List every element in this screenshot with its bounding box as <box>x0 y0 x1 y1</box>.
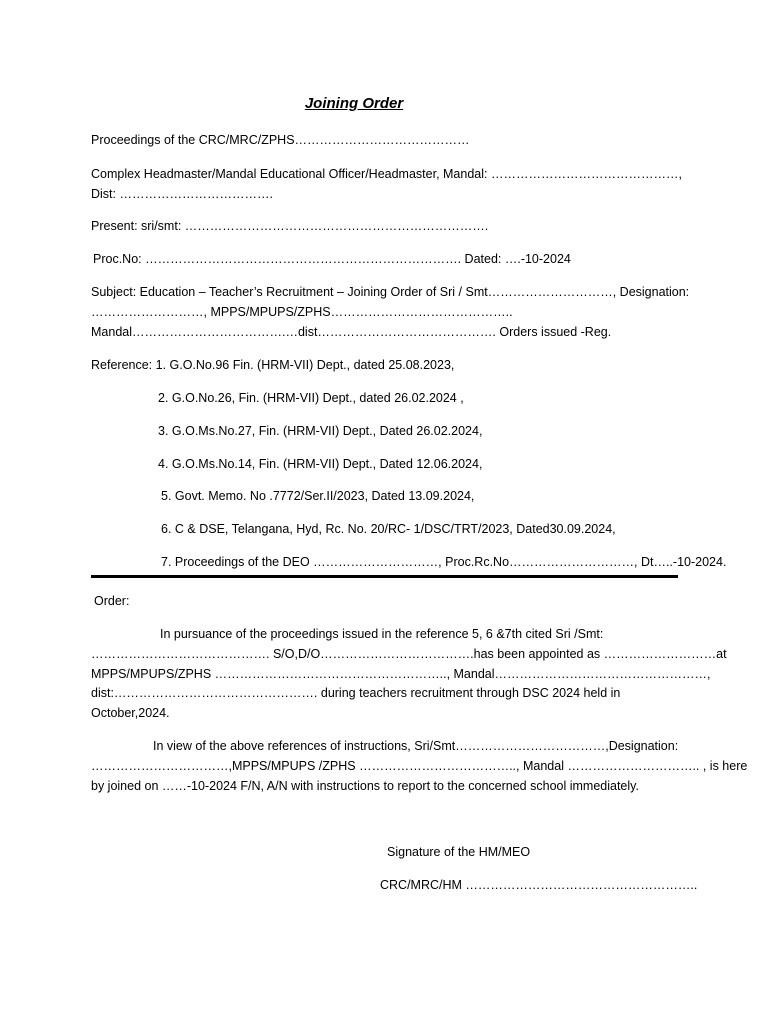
signature-title: Signature of the HM/MEO <box>387 845 531 859</box>
order-paragraph-1-line: In pursuance of the proceedings issued in the reference 5, 6 &7th cited Sri /Smt: <box>160 627 604 641</box>
present-line: Present: sri/smt: ………………………………………………………………. <box>91 219 489 233</box>
dist-line: Dist: ………………………………. <box>91 187 273 201</box>
reference-item: 4. G.O.Ms.No.14, Fin. (HRM-VII) Dept., Dated 12.06.2024, <box>158 457 483 471</box>
proceedings-line: Proceedings of the CRC/MRC/ZPHS…………………………………… <box>91 133 470 147</box>
section-divider <box>91 575 678 578</box>
document-title: Joining Order <box>304 95 404 112</box>
reference-item: 3. G.O.Ms.No.27, Fin. (HRM-VII) Dept., Dated 26.02.2024, <box>158 424 483 438</box>
order-paragraph-1-line: MPPS/MPUPS/ZPHS ……………………………………………….., Mandal……………………………………………, <box>91 667 711 681</box>
reference-item: 2. G.O.No.26, Fin. (HRM-VII) Dept., dated 26.02.2024 , <box>158 391 464 405</box>
order-paragraph-2-line: ……………………………,MPPS/MPUPS /ZPHS ……………………………….., Mandal ………………………….. , is here <box>91 759 748 773</box>
reference-item: Reference: 1. G.O.No.96 Fin. (HRM-VII) Dept., dated 25.08.2023, <box>91 358 455 372</box>
order-paragraph-2-line: In view of the above references of instructions, Sri/Smt………………………………,Designation: <box>153 739 679 753</box>
subject-line-1: Subject: Education – Teacher’s Recruitment – Joining Order of Sri / Smt…………………………, Designation: <box>91 285 690 299</box>
order-heading: Order: <box>94 594 130 608</box>
order-paragraph-1-line: October,2024. <box>91 706 170 720</box>
proc-no-line: Proc.No: …………………………………………………………………. Dated: ….-10-2024 <box>93 252 571 266</box>
order-paragraph-1-line: ……………………………………. S/O,D/O……………………………….has been appointed as ………………………at <box>91 647 727 661</box>
signature-designation: CRC/MRC/HM ……………………………………………….. <box>380 878 698 892</box>
subject-line-3: Mandal……………………………….…dist……………………………………. Orders issued -Reg. <box>91 325 612 339</box>
complex-headmaster-line: Complex Headmaster/Mandal Educational Officer/Headmaster, Mandal: ………………………………………, <box>91 167 682 181</box>
reference-item: 7. Proceedings of the DEO …………………………, Proc.Rc.No…………………………, Dt…..-10-2024. <box>161 555 727 569</box>
reference-item: 5. Govt. Memo. No .7772/Ser.II/2023, Dated 13.09.2024, <box>161 489 475 503</box>
reference-item: 6. C & DSE, Telangana, Hyd, Rc. No. 20/RC- 1/DSC/TRT/2023, Dated30.09.2024, <box>161 522 616 536</box>
subject-line-2: ………………………, MPPS/MPUPS/ZPHS…………………………………….. <box>91 305 513 319</box>
order-paragraph-1-line: dist:…………………………………………. during teachers recruitment through DSC 2024 held in <box>91 686 621 700</box>
order-paragraph-2-line: by joined on ……-10-2024 F/N, A/N with instructions to report to the concerned school immediately. <box>91 779 639 793</box>
